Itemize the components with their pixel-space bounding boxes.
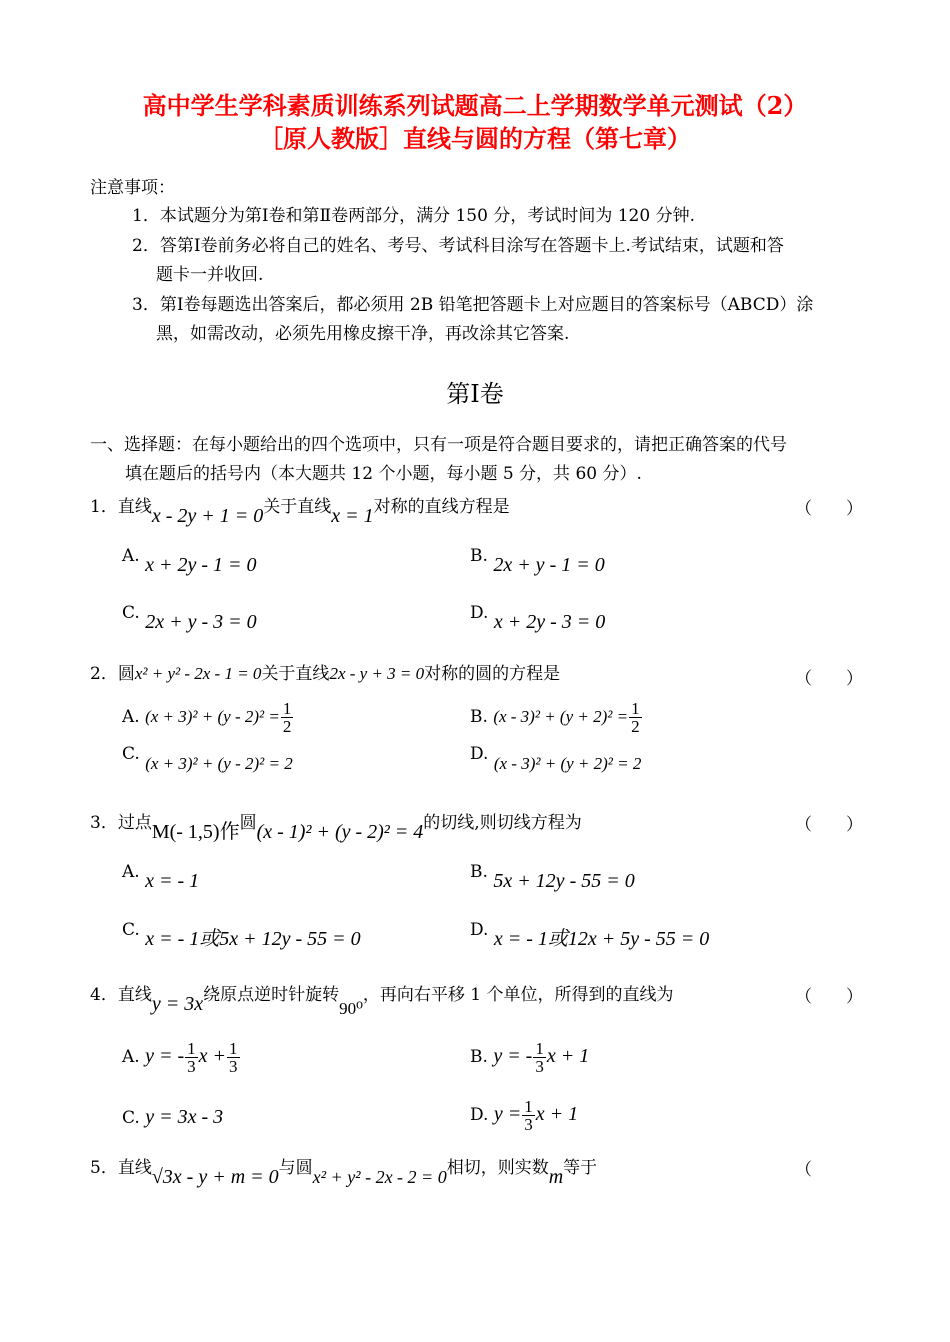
fraction-denominator: 2 bbox=[631, 717, 640, 736]
q2-option-a-fraction bbox=[281, 700, 294, 735]
q1-answer-paren: （ ） bbox=[795, 499, 863, 519]
q3-text-1: 过点 bbox=[117, 813, 152, 833]
q1-option-c bbox=[122, 603, 257, 634]
q1-math-1: x - 2y + 1 = 0 bbox=[151, 505, 264, 527]
q3-option-a-math: x = - 1 bbox=[145, 870, 200, 892]
q5-text-1: 直线 bbox=[117, 1158, 152, 1178]
q3-option-c-math: x = - 1或5x + 12y - 55 = 0 bbox=[145, 928, 361, 950]
q3-answer-paren: （ ） bbox=[795, 815, 863, 835]
part1-line-1: 一、选择题：在每小题给出的四个选项中，只有一项是符合题目要求的，请把正确答案的代号 bbox=[90, 435, 787, 455]
q1-option-b-label: B. bbox=[470, 546, 488, 566]
q3-option-b-label: B. bbox=[470, 862, 488, 882]
q2-answer-paren: （ ） bbox=[795, 669, 863, 689]
q4-math-2: 90⁰ bbox=[339, 999, 363, 1018]
q2-option-c-label: C. bbox=[122, 744, 140, 764]
title-line-2: ［原人教版］直线与圆的方程（第七章） bbox=[259, 124, 691, 153]
fraction-denominator: 3 bbox=[535, 1057, 544, 1076]
q4-option-a-fraction-1 bbox=[185, 1040, 198, 1075]
q4-option-b-math-1: y = - bbox=[493, 1045, 533, 1067]
q4-option-d bbox=[470, 1098, 578, 1133]
q2-option-c-math: (x + 3)² + (y - 2)² = 2 bbox=[145, 754, 293, 773]
fraction-numerator: 1 bbox=[631, 699, 640, 718]
q2-option-a bbox=[122, 700, 294, 735]
fraction-denominator: 3 bbox=[229, 1057, 238, 1076]
q1-option-b bbox=[470, 546, 605, 577]
q5-text-2: 与圆 bbox=[278, 1158, 313, 1178]
q2-option-d bbox=[470, 744, 642, 774]
q4-option-d-label: D. bbox=[470, 1105, 489, 1125]
q5-text-3: 相切，则实数 bbox=[446, 1158, 549, 1178]
q4-text-1: 直线 bbox=[117, 985, 152, 1005]
q2-option-b-math: (x - 3)² + (y + 2)² = bbox=[493, 707, 629, 726]
q3-number: 3． bbox=[90, 813, 118, 833]
question-2 bbox=[90, 664, 560, 684]
fraction-numerator: 1 bbox=[282, 699, 292, 718]
q4-option-b-label: B. bbox=[470, 1047, 488, 1067]
q3-option-b-math: 5x + 12y - 55 = 0 bbox=[493, 870, 635, 892]
q5-number: 5． bbox=[90, 1158, 118, 1178]
q2-option-a-math: (x + 3)² + (y - 2)² = bbox=[145, 707, 280, 726]
q1-option-a-label: A. bbox=[122, 546, 140, 566]
q4-option-a-fraction-2 bbox=[227, 1040, 240, 1075]
q3-math-1: M(- 1,5)作 bbox=[151, 821, 240, 843]
q4-text-2: 绕原点逆时针旋转 bbox=[203, 985, 340, 1005]
q1-option-a-math: x + 2y - 1 = 0 bbox=[145, 554, 257, 576]
q4-option-d-math-2: x + 1 bbox=[535, 1103, 579, 1125]
q5-answer-paren: （ bbox=[795, 1160, 812, 1180]
q3-option-c-label: C. bbox=[122, 920, 140, 940]
question-4 bbox=[90, 982, 674, 1018]
q1-option-c-label: C. bbox=[122, 603, 140, 623]
q1-text-3: 对称的直线方程是 bbox=[373, 497, 510, 517]
q2-math-1: x² + y² - 2x - 1 = 0 bbox=[134, 664, 262, 683]
q1-option-d bbox=[470, 603, 606, 634]
q5-text-4: 等于 bbox=[563, 1158, 598, 1178]
fraction-numerator: 1 bbox=[187, 1039, 196, 1058]
q2-option-b-label: B. bbox=[470, 707, 488, 727]
q4-option-c-math: y = 3x - 3 bbox=[145, 1106, 224, 1128]
note-item-2a: 2．答第Ⅰ卷前务必将自己的姓名、考号、考试科目涂写在答题卡上.考试结束，试题和答 bbox=[132, 236, 784, 256]
q4-option-a bbox=[122, 1040, 241, 1075]
part1-line-2: 填在题后的括号内（本大题共 12 个小题，每小题 5 分，共 60 分）. bbox=[125, 464, 642, 484]
q4-option-d-fraction bbox=[522, 1098, 535, 1133]
question-5 bbox=[90, 1155, 598, 1188]
question-3 bbox=[90, 810, 582, 843]
q2-option-d-math: (x - 3)² + (y + 2)² = 2 bbox=[493, 754, 642, 773]
q1-math-2: x = 1 bbox=[331, 505, 374, 527]
q2-text-2: 关于直线 bbox=[261, 664, 330, 684]
q4-option-b bbox=[470, 1040, 589, 1075]
q5-math-2: x² + y² - 2x - 2 = 0 bbox=[312, 1167, 447, 1187]
q2-option-b bbox=[470, 700, 643, 735]
q2-text-3: 对称的圆的方程是 bbox=[424, 664, 561, 684]
q1-number: 1． bbox=[90, 497, 118, 517]
q3-text-2: 圆 bbox=[239, 813, 257, 833]
q4-math-1: y = 3x bbox=[151, 993, 204, 1015]
q4-number: 4． bbox=[90, 985, 118, 1005]
q4-option-b-fraction bbox=[533, 1040, 546, 1075]
q3-option-a-label: A. bbox=[122, 862, 140, 882]
fraction-denominator: 3 bbox=[187, 1057, 196, 1076]
q3-option-c bbox=[122, 920, 361, 951]
fraction-numerator: 1 bbox=[524, 1097, 533, 1116]
q1-text-2: 关于直线 bbox=[263, 497, 332, 517]
fraction-numerator: 1 bbox=[229, 1039, 238, 1058]
q3-math-2: (x - 1)² + (y - 2)² = 4 bbox=[256, 821, 424, 843]
q4-option-a-math-1: y = - bbox=[145, 1045, 185, 1067]
title-line-1: 高中学生学科素质训练系列试题高二上学期数学单元测试（2） bbox=[142, 91, 808, 120]
note-item-3a: 3．第Ⅰ卷每题选出答案后，都必须用 2B 铅笔把答题卡上对应题目的答案标号（ABCD）涂 bbox=[132, 295, 814, 315]
q4-answer-paren: （ ） bbox=[795, 987, 863, 1007]
q4-option-c-label: C. bbox=[122, 1108, 140, 1128]
note-item-1: 1．本试题分为第Ⅰ卷和第Ⅱ卷两部分，满分 150 分，考试时间为 120 分钟. bbox=[132, 206, 695, 226]
q4-option-b-math-2: x + 1 bbox=[546, 1045, 590, 1067]
q2-option-a-label: A. bbox=[122, 707, 140, 727]
q2-text-1: 圆 bbox=[117, 664, 135, 684]
q1-option-c-math: 2x + y - 3 = 0 bbox=[145, 611, 257, 633]
q5-math-3: m bbox=[548, 1166, 564, 1188]
q1-option-d-math: x + 2y - 3 = 0 bbox=[493, 611, 606, 633]
q3-option-a bbox=[122, 862, 200, 893]
q2-option-d-label: D. bbox=[470, 744, 489, 764]
q1-option-a bbox=[122, 546, 257, 577]
fraction-denominator: 3 bbox=[524, 1115, 533, 1134]
q4-option-d-math-1: y = bbox=[493, 1103, 522, 1125]
fraction-denominator: 2 bbox=[282, 717, 292, 736]
q3-option-b bbox=[470, 862, 635, 893]
q1-option-d-label: D. bbox=[470, 603, 489, 623]
q4-option-a-label: A. bbox=[122, 1047, 140, 1067]
q5-math-1: √3x - y + m = 0 bbox=[151, 1166, 279, 1188]
q2-number: 2． bbox=[90, 664, 118, 684]
q3-option-d-math: x = - 1或12x + 5y - 55 = 0 bbox=[493, 928, 710, 950]
q1-option-b-math: 2x + y - 1 = 0 bbox=[493, 554, 605, 576]
q1-text-1: 直线 bbox=[117, 497, 152, 517]
q2-math-2: 2x - y + 3 = 0 bbox=[329, 664, 425, 683]
question-1 bbox=[90, 494, 510, 527]
q3-option-d-label: D. bbox=[470, 920, 489, 940]
fraction-numerator: 1 bbox=[535, 1039, 544, 1058]
q3-text-3: 的切线,则切线方程为 bbox=[423, 813, 582, 833]
note-item-2b: 题卡一并收回. bbox=[156, 265, 264, 285]
note-item-3b: 黑，如需改动，必须先用橡皮擦干净，再改涂其它答案. bbox=[156, 324, 570, 344]
q2-option-c bbox=[122, 744, 293, 774]
notes-heading: 注意事项： bbox=[90, 178, 175, 198]
q4-text-3: ，再向右平移 1 个单位，所得到的直线为 bbox=[362, 985, 674, 1005]
q3-option-d bbox=[470, 920, 710, 951]
section-title: 第Ⅰ卷 bbox=[446, 380, 504, 408]
q2-option-b-fraction bbox=[629, 700, 642, 735]
q4-option-a-math-2: x + bbox=[198, 1045, 227, 1067]
q4-option-c bbox=[122, 1105, 223, 1129]
